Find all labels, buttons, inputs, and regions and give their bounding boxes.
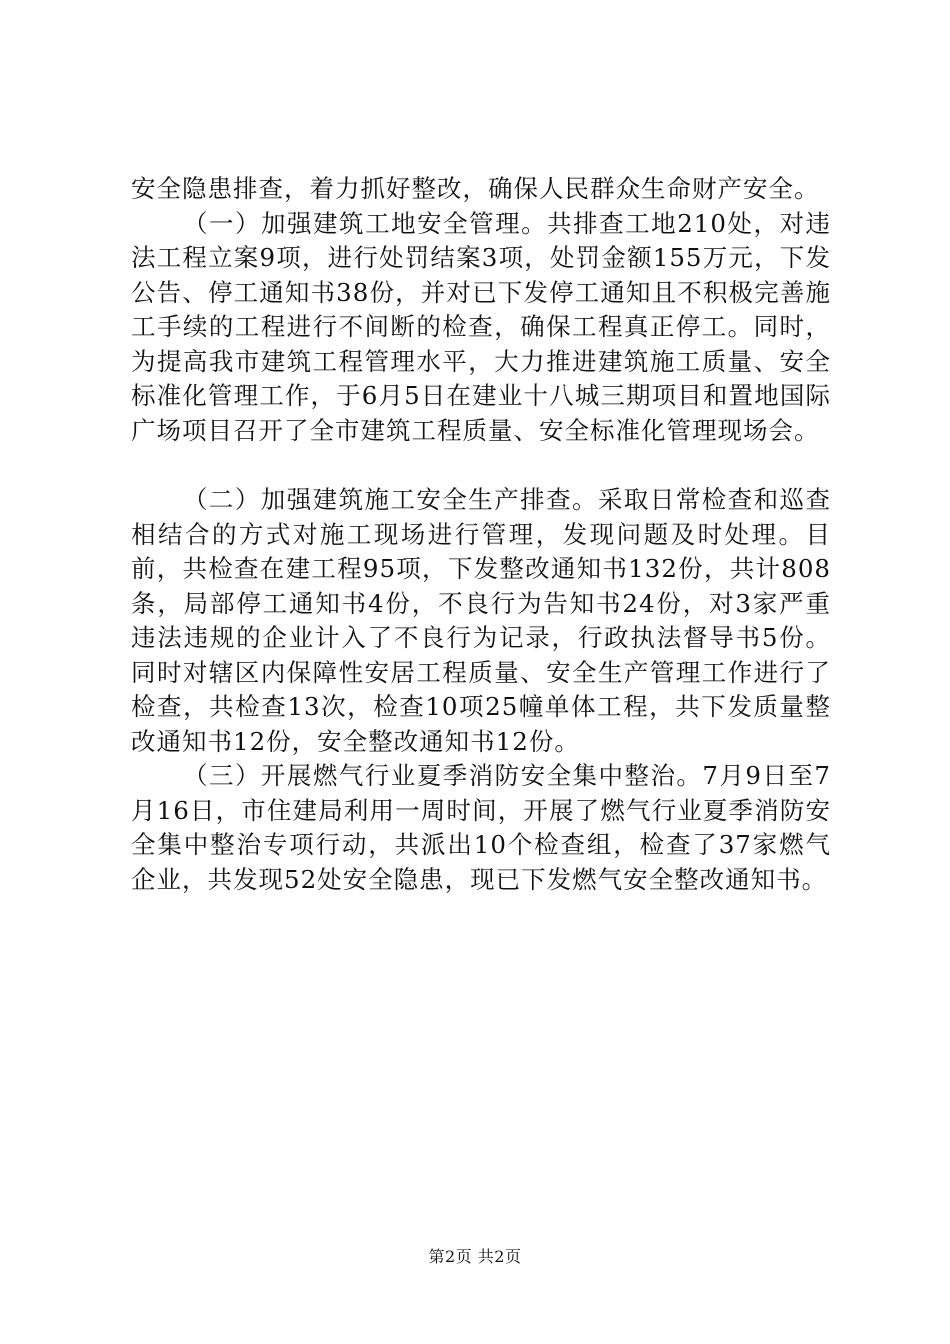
- paragraph-section-3: （三）开展燃气行业夏季消防安全集中整治。7月9日至7月16日，市住建局利用一周时间，开展了燃气行业夏季消防安全集中整治专项行动，共派出10个检查组，检查了37家燃气企业，共发现52处安全隐患，现已下发燃气安全整改通知书。: [131, 761, 831, 894]
- paragraph-section-2: （二）加强建筑施工安全生产排查。采取日常检查和巡查相结合的方式对施工现场进行管理，发现问题及时处理。目前，共检查在建工程95项，下发整改通知书132份，共计808条，局部停工通知书4份，不良行为告知书24份，对3家严重违法违规的企业计入了不良行为记录，行政执法督导书5份。同时对辖区内保障性安居工程质量、安全生产管理工作进行了检查，共检查13次，检查10项25幢单体工程，共下发质量整改通知书12份，安全整改通知书12份。: [131, 485, 831, 756]
- page-number-label: 第2页 共2页: [428, 1247, 522, 1266]
- document-body: [131, 172, 831, 897]
- paragraph-continuation: 安全隐患排查，着力抓好整改，确保人民群众生命财产安全。: [131, 174, 820, 203]
- page-footer: [0, 1244, 950, 1267]
- paragraph-gap: [131, 448, 831, 483]
- paragraph-section-1: （一）加强建筑工地安全管理。共排查工地210处，对违法工程立案9项，进行处罚结案3项，处罚金额155万元，下发公告、停工通知书38份，并对已下发停工通知且不积极完善施工手续的工程进行不间断的检查，确保工程真正停工。同时，为提高我市建筑工程管理水平，大力推进建筑施工质量、安全标准化管理工作，于6月5日在建业十八城三期项目和置地国际广场项目召开了全市建筑工程质量、安全标准化管理现场会。: [131, 208, 831, 445]
